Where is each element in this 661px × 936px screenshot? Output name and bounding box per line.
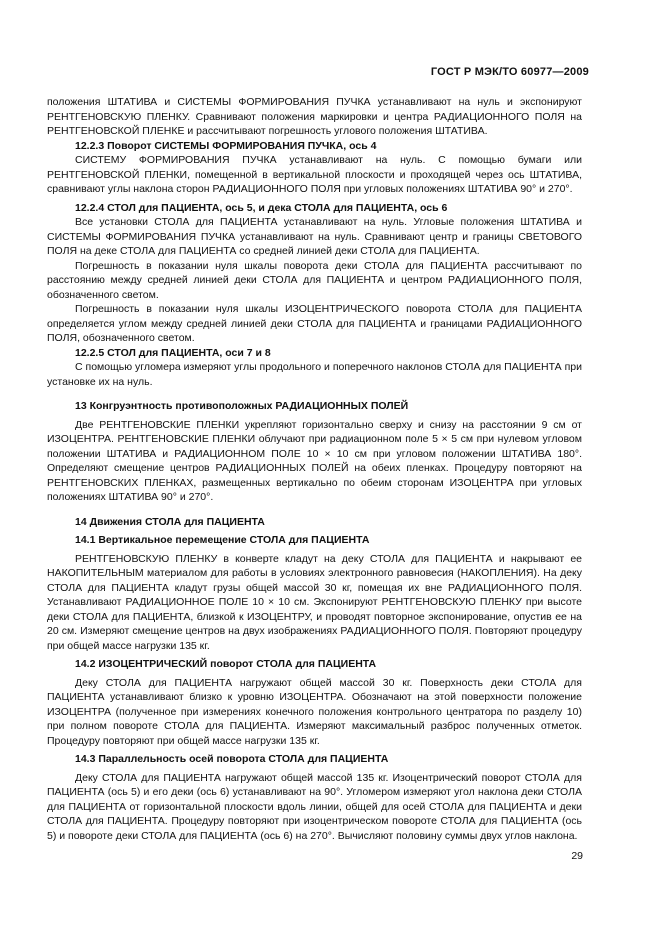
paragraph-continuation: положения ШТАТИВА и СИСТЕМЫ ФОРМИРОВАНИЯ ПУЧКА устанавливают на нуль и экспонируют РЕНТГЕНОВСКУЮ ПЛЕНКУ. Сравнивают положения маркировки и центра РАДИАЦИОННОГО ПОЛЯ на РЕНТГЕНОВСКОЙ ПЛЕНКЕ и рассчитывают погрешность углового положения ШТАТИВА. [47,96,582,137]
paragraph: Деку СТОЛА для ПАЦИЕНТА нагружают общей массой 30 кг. Поверхность деки СТОЛА для ПАЦИЕНТА устанавливают близко к уровню ИЗОЦЕНТРА. Обозначают на этой поверхности положение ИЗОЦЕНТРА (полученное при измерениях конечного положения контрольного центратора по разделу 10) при полном повороте СТОЛА для ПАЦИЕНТА. Измеряют максимальный разброс полученных отметок. Процедуру повторяют при общей массе нагрузки 135 кг. [47,676,582,747]
document-body [47,95,582,843]
page-number: 29 [571,850,583,862]
document-header: ГОСТ Р МЭК/ТО 60977—2009 [430,66,589,78]
subsection-heading-12-2-5: 12.2.5 СТОЛ для ПАЦИЕНТА, оси 7 и 8 [75,346,271,359]
subsection-heading-14-1: 14.1 Вертикальное перемещение СТОЛА для ПАЦИЕНТА [75,534,370,546]
paragraph: Погрешность в показании нуля шкалы поворота деки СТОЛА для ПАЦИЕНТА рассчитывают по расстоянию между средней линией деки СТОЛА для ПАЦИЕНТА и центром РАДИАЦИОННОГО ПОЛЯ, обозначенного светом. [47,259,582,301]
paragraph: С помощью угломера измеряют углы продольного и поперечного наклонов СТОЛА для ПАЦИЕНТА при установке их на нуль. [47,361,582,388]
paragraph: Погрешность в показании нуля шкалы ИЗОЦЕНТРИЧЕСКОГО поворота СТОЛА для ПАЦИЕНТА определяется углом между средней линией деки СТОЛА для ПАЦИЕНТА и границами РАДИАЦИОННОГО ПОЛЯ, обозначенного светом. [47,303,582,344]
paragraph: РЕНТГЕНОВСКУЮ ПЛЕНКУ в конверте кладут на деку СТОЛА для ПАЦИЕНТА и накрывают ее НАКОПИТЕЛЬНЫМ материалом для работы в условиях электронного равновесия (НАКОПЛЕНИЯ). На деку СТОЛА для ПАЦИЕНТА кладут грузы общей массой 30 кг, помещая их вне РАДИАЦИОННОГО ПОЛЯ. Устанавливают РАДИАЦИОННОЕ ПОЛЕ 10 × 10 см. Экспонируют РЕНТГЕНОВСКУЮ ПЛЕНКУ при высоте деки СТОЛА для ПАЦИЕНТА, близкой к ИЗОЦЕНТРУ, и проводят повторное экспонирование, опустив ее на 20 см. Измеряют смещение центров на двух изображениях РАДИАЦИОННОГО ПОЛЯ. Повторяют процедуру при общей массе нагрузки 135 кг. [47,552,582,652]
paragraph: СИСТЕМУ ФОРМИРОВАНИЯ ПУЧКА устанавливают на нуль. С помощью бумаги или РЕНТГЕНОВСКОЙ ПЛЕНКИ, помещенной в вертикальной плоскости и проходящей через ось ШТАТИВА, сравнивают углы наклона сторон РАДИАЦИОННОГО ПОЛЯ при угловых положениях ШТАТИВА 90° и 270°. [47,154,582,195]
subsection-heading-14-3: 14.3 Параллельность осей поворота СТОЛА для ПАЦИЕНТА [75,753,389,765]
section-heading-13: 13 Конгруэнтность противоположных РАДИАЦИОННЫХ ПОЛЕЙ [75,400,409,412]
paragraph: Все установки СТОЛА для ПАЦИЕНТА устанавливают на нуль. Угловые положения ШТАТИВА и СИСТЕМЫ ФОРМИРОВАНИЯ ПУЧКА устанавливают на нуль. Сравнивают центр и границы СВЕТОВОГО ПОЛЯ на деке СТОЛА для ПАЦИЕНТА со средней линией деки СТОЛА для ПАЦИЕНТА. [47,216,582,257]
subsection-heading-14-2: 14.2 ИЗОЦЕНТРИЧЕСКИЙ поворот СТОЛА для ПАЦИЕНТА [75,658,377,670]
paragraph: Деку СТОЛА для ПАЦИЕНТА нагружают общей массой 135 кг. Изоцентрический поворот СТОЛА для ПАЦИЕНТА (ось 5) и его деки (ось 6) устанавливают на 90°. Угломером измеряют угол наклона деки СТОЛА для ПАЦИЕНТА от горизонтальной плоскости вдоль линии, общей для осей СТОЛА для ПАЦИЕНТА и деки СТОЛА для ПАЦИЕНТА. Процедуру повторяют при изоцентрическом повороте СТОЛА для ПАЦИЕНТА (ось 5) и повороте деки СТОЛА для ПАЦИЕНТА (ось 6) на 270°. Вычисляют половину суммы двух углов наклона. [47,771,582,842]
subsection-heading-12-2-4: 12.2.4 СТОЛ для ПАЦИЕНТА, ось 5, и дека СТОЛА для ПАЦИЕНТА, ось 6 [75,201,448,214]
subsection-heading-12-2-3: 12.2.3 Поворот СИСТЕМЫ ФОРМИРОВАНИЯ ПУЧКА, ось 4 [75,139,377,152]
section-heading-14: 14 Движения СТОЛА для ПАЦИЕНТА [75,515,265,528]
paragraph: Две РЕНТГЕНОВСКИЕ ПЛЕНКИ укрепляют горизонтально сверху и снизу на расстоянии 9 см от ИЗОЦЕНТРА. РЕНТГЕНОВСКИЕ ПЛЕНКИ облучают при радиационном поле 5 × 5 см при нулевом угловом положении ШТАТИВА и РАДИАЦИОННОМ ПОЛЕ 10 × 10 см при угловом положении ШТАТИВА 180°. Определяют смещение центров РАДИАЦИОННЫХ ПОЛЕЙ на обеих пленках. Процедуру повторяют на РЕНТГЕНОВСКИХ ПЛЕНКАХ, размещенных вертикально по обеим сторонам ИЗОЦЕНТРА при угловых положениях ШТАТИВА 90° и 270°. [47,418,582,503]
